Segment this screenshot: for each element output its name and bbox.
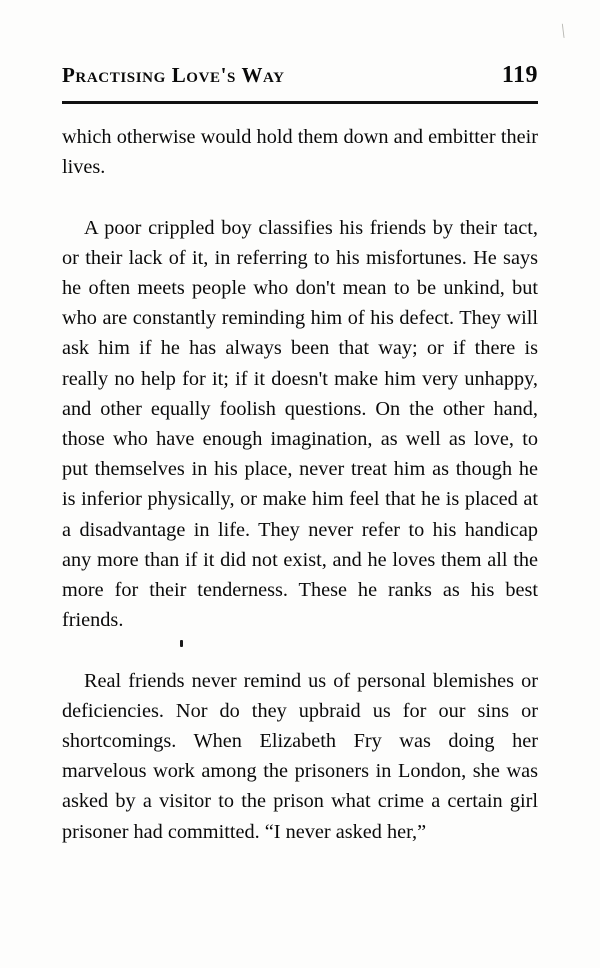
ink-speck — [180, 640, 183, 647]
page-body — [62, 122, 538, 847]
paragraph-continued: which otherwise would hold them down and embitter their lives. — [62, 126, 538, 179]
page-number: 119 — [501, 62, 538, 88]
scan-artifact-mark: \ — [558, 20, 569, 43]
paragraph-real-friends: Real friends never remind us of personal blemishes or deficiencies. Nor do they upbraid us for our sins or shortcomings. When Elizabeth Fry was doing her marvelous work among the prisoners in London, she was asked by a visitor to the prison what crime a certain girl prisoner had committed. “I never asked her,” — [62, 669, 538, 843]
page-header — [62, 62, 538, 89]
header-rule — [62, 101, 538, 104]
running-head: Practising Love's Way — [62, 63, 285, 87]
paragraph-crippled-boy: A poor crippled boy classifies his friends by their tact, or their lack of it, in referring to his misfortunes. He says he often meets people who don't mean to be unkind, but who are constantly reminding him of his defect. They will ask him if he has always been that way; or if there is really no help for it; if it doesn't make him very unhappy, and other equally foolish questions. On the other hand, those who have enough imagination, as well as love, to put themselves in his place, never treat him as though he is inferior physically, or make him feel that he is placed at a disadvantage in life. They never refer to his handicap any more than if it did not exist, and he loves them all the more for their tenderness. These he ranks as his best friends. — [62, 216, 538, 632]
